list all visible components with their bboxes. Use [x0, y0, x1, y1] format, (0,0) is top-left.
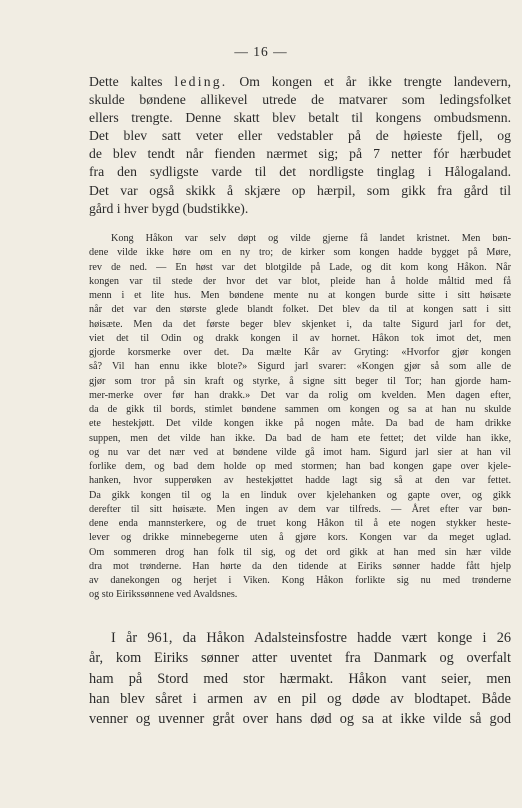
page-number: — 16 —	[234, 44, 288, 59]
text-line: viet det til Odin og drakk kongen il av hornet. Håkon tok imot det, men	[89, 332, 511, 344]
text-line: ete hestekjøtt. Det vilde kongen ikke på nogen måte. Da bad de ham drikke	[89, 418, 511, 430]
text-line: da de gikk til bords, stimlet bøndene sammen om kongen og sa at han nu skulde	[89, 404, 511, 415]
text-line: lever og drikke minnebegerne uten å gjøre kors. Kongen var da meget uglad.	[89, 532, 511, 544]
text-line: ellers trengte. Denne skatt blev betalt til kongens ombudsmenn.	[89, 110, 511, 126]
text-line: Da gikk kongen til og la en linduk over kjelehanken og gapte over, og gikk	[89, 489, 511, 501]
text-line: når det var den største glede blandt folket. Det blev da til at kongen satt i sitt	[89, 304, 511, 316]
text-line: de blev tendt når fienden nærmet sig; på 7 netter fór hærbudet	[89, 146, 511, 162]
text-line: Det var også skikk å skjære op hærpil, som gikk fra gård til	[89, 182, 511, 198]
text-line: år, kom Eiriks sønner atter uventet fra Danmark og overfalt	[89, 650, 511, 667]
text-line: dra mot trønderne. Han hørte da den tidende at Eiriks sønner hadde fått hjelp	[89, 560, 511, 572]
text-line: dene vilde ikke høre om en ny tro; de kirker som kongen hadde bygget på Møre,	[89, 247, 511, 259]
spaced-term: leding.	[174, 74, 228, 89]
text-line: Det blev satt veter eller vedstabler på de høieste fjell, og	[89, 128, 511, 144]
text-line: venner og uvenner gråt over hans død og sa at ikke vilde så god	[89, 711, 511, 728]
text-line: han blev såret i armen av en pil og døde av blodtapet. Både	[89, 690, 511, 707]
text-line: gård i hver bygd (budstikke).	[89, 200, 249, 216]
text-line: kongen var til stede der hvor det var blot, pleide han å holde måltid med få	[89, 275, 511, 287]
text-line: dene enda mannsterkere, og de truet kong Håkon til å ete nogen stykker heste-	[89, 518, 511, 529]
text-line: skulde bøndene allikevel utrede de matvarer som ledingsfolket	[89, 92, 511, 108]
text-line: høisæte. Men da det første beger blev skjenket i, da talte Sigurd jarl for det,	[89, 318, 511, 330]
text-line: forlike dem, og bad dem holde op med stormen; han bad kongen gape over kjele-	[89, 461, 511, 472]
text-line: gjør som tror på sin kraft og styrke, å signe sitt beger til Tor; han gjorde ham-	[89, 375, 511, 387]
paragraph-stord	[89, 628, 511, 729]
text-span: Dette kaltes	[89, 74, 175, 89]
text-line: så? Vil han ennu ikke blote?» Sigurd jarl svarer: «Kongen gjør så som alle de	[89, 361, 511, 373]
text-line: I år 961, da Håkon Adalsteinsfostre hadde vært konge i 26	[111, 630, 511, 646]
paragraph-leding	[89, 73, 511, 218]
text-line: gjorde korsmerke over det. Da mælte Kår av Gryting: «Hvorfor gjør kongen	[89, 347, 511, 358]
text-line: rev de ned. — En høst var det blotgilde på Lade, og dit kom kong Håkon. Når	[89, 261, 511, 273]
text-line: hanken, hvor supperøken av hestekjøttet hadde lagt sig så at den var fettet.	[89, 475, 511, 487]
text-line: Om sommeren drog han folk til sig, og det ord gikk at han med sin hær vilde	[89, 546, 511, 558]
text-line	[89, 73, 511, 91]
text-line: menn i et lite hus. Men bøndene mente nu at kongen burde sitte i sitt høisæte	[89, 290, 511, 301]
small-print-paragraph	[89, 232, 511, 603]
text-line: av danekongen og herjet i Viken. Kong Håkon forlikte sig nu med trønderne	[89, 575, 511, 586]
text-line: mer-merke over før han drakk.» Det var da rolig om kvelden. Men dagen efter,	[89, 389, 511, 401]
text-line: og sto Eirikssønnene ved Avaldsnes.	[89, 589, 238, 601]
text-line: suppen, men det vilde han ikke. Da bad de ham ete fettet; det vilde han ikke,	[89, 432, 511, 444]
text-line: ham på Stord med stor hærmakt. Håkon vant seier, men	[89, 670, 511, 687]
text-line: og nu var det nær ved at bøndene vilde gå imot ham. Sigurd jarl sier at han vil	[89, 446, 511, 458]
text-line: derefter til sitt høisæte. Men ingen av dem var tilfreds. — Året efter var bøn-	[89, 503, 511, 515]
text-span: Om kongen et år ikke trengte landevern,	[227, 74, 511, 89]
text-line: fra den sydligste varde til det nordligste tinglag i Hålogaland.	[89, 164, 511, 180]
text-line: Kong Håkon var selv døpt og vilde gjerne få landet kristnet. Men bøn-	[111, 233, 511, 244]
